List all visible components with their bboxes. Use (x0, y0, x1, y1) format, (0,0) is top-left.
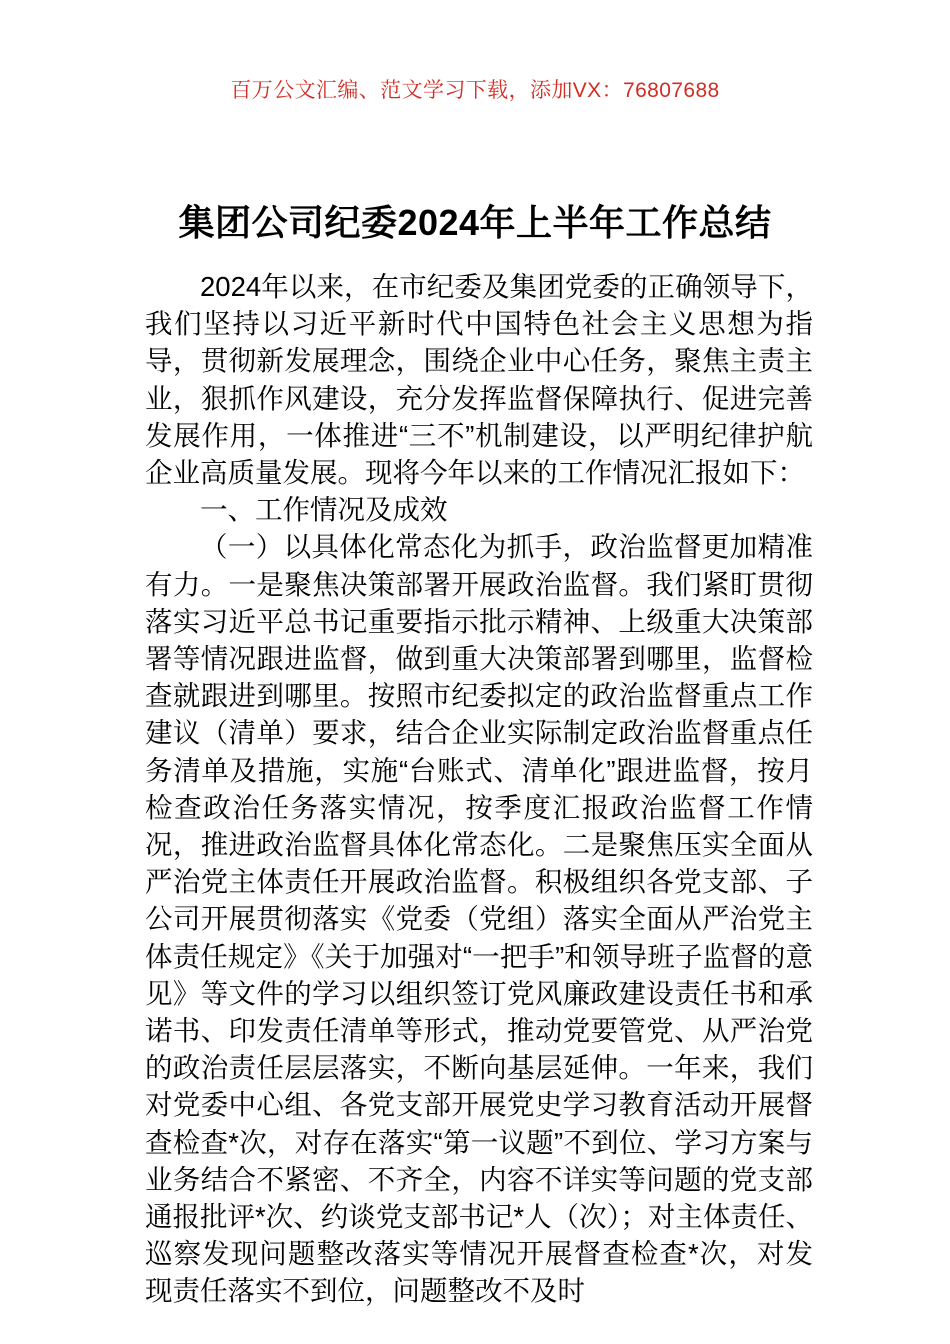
promo-banner (0, 80, 950, 101)
promo-banner-text: 百万公文汇编、范文学习下载，添加VX：76807688 (230, 79, 720, 102)
paragraph-subsection-one: （一）以具体化常态化为抓手，政治监督更加精准有力。一是聚焦决策部署开展政治监督。我们紧盯贯彻落实习近平总书记重要指示批示精神、上级重大决策部署等情况跟进监督，做到重大决策部署到哪里，监督检查就跟进到哪里。按照市纪委拟定的政治监督重点工作建议（清单）要求，结合企业实际制定政治监督重点任务清单及措施，实施“台账式、清单化”跟进监督，按月检查政治任务落实情况，按季度汇报政治监督工作情况，推进政治监督具体化常态化。二是聚焦压实全面从严治党主体责任开展政治监督。积极组织各党支部、子公司开展贯彻落实《党委（党组）落实全面从严治党主体责任规定》《关于加强对“一把手”和领导班子监督的意见》等文件的学习以组织签订党风廉政建设责任书和承诺书、印发责任清单等形式，推动党要管党、从严治党的政治责任层层落实，不断向基层延伸。一年来，我们对党委中心组、各党支部开展党史学习教育活动开展督查检查*次，对存在落实“第一议题”不到位、学习方案与业务结合不紧密、不齐全，内容不详实等问题的党支部通报批评*次、约谈党支部书记*人（次）；对主体责任、巡察发现问题整改落实等情况开展督查检查*次，对发现责任落实不到位，问题整改不及时 (145, 531, 813, 1307)
paragraph-opening: 2024年以来，在市纪委及集团党委的正确领导下，我们坚持以习近平新时代中国特色社会主义思想为指导，贯彻新发展理念，围绕企业中心任务，聚焦主责主业，狠抓作风建设，充分发挥监督保障执行、促进完善发展作用，一体推进“三不”机制建设，以严明纪律护航企业高质量发展。现将今年以来的工作情况汇报如下： (145, 271, 813, 489)
document-body (145, 268, 813, 1310)
page-title: 集团公司纪委2024年上半年工作总结 (178, 202, 772, 244)
heading-section-one: 一、工作情况及成效 (200, 494, 448, 526)
